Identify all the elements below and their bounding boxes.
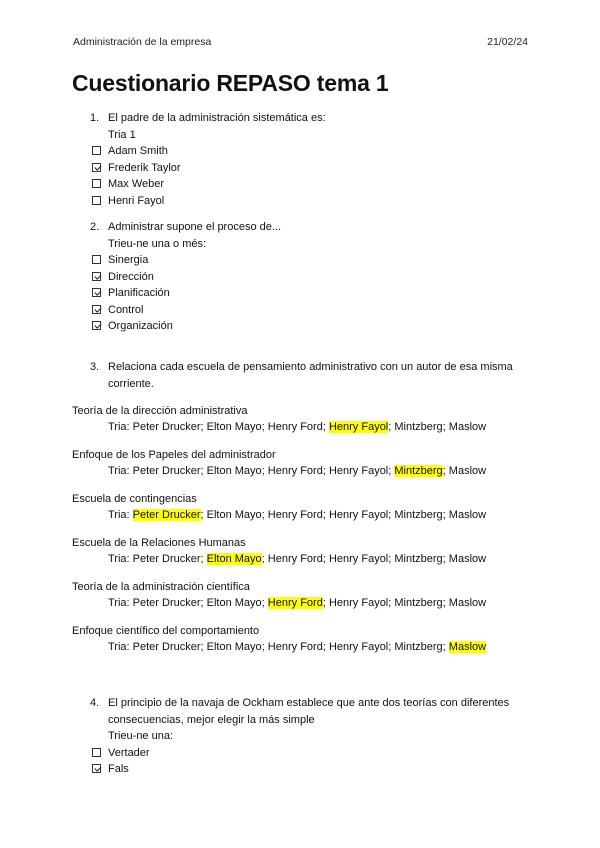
question-text: Administrar supone el proceso de... xyxy=(108,221,282,233)
school-name: Enfoque científico del comportamiento xyxy=(72,625,260,637)
checkbox[interactable] xyxy=(92,272,101,281)
question-number: 4. xyxy=(90,697,100,709)
author-option[interactable]: Peter Drucker xyxy=(132,597,201,609)
question-2 xyxy=(0,219,600,335)
author-option[interactable]: Peter Drucker xyxy=(132,465,201,477)
author-option[interactable]: Henry Fayol xyxy=(328,465,389,477)
match-row xyxy=(72,403,532,435)
author-option[interactable]: Henry Fayol xyxy=(328,597,389,609)
author-option[interactable]: Mintzberg xyxy=(394,597,443,609)
option-max-weber[interactable] xyxy=(0,176,600,193)
match-row xyxy=(72,535,532,567)
author-option[interactable]: Elton Mayo xyxy=(206,465,262,477)
option-sinergia[interactable] xyxy=(0,252,600,269)
checkbox[interactable] xyxy=(92,179,101,188)
option-label: Frederik Taylor xyxy=(108,161,181,174)
author-choices: Tria: Peter Drucker; Elton Mayo; Henry Ford; Henry Fayol; Mintzberg; Maslow xyxy=(108,553,487,565)
author-option[interactable]: Henry Ford xyxy=(267,553,323,565)
author-option[interactable]: Peter Drucker xyxy=(132,509,201,521)
question-instruction: Trieu-ne una: xyxy=(108,730,174,742)
author-choices: Tria: Peter Drucker; Elton Mayo; Henry Ford; Henry Fayol; Mintzberg; Maslow xyxy=(108,465,487,477)
question-3 xyxy=(0,359,600,392)
author-option[interactable]: Henry Fayol xyxy=(328,509,389,521)
option-planificacion[interactable] xyxy=(0,285,600,302)
school-name: Escuela de la Relaciones Humanas xyxy=(72,537,246,549)
school-name: Escuela de contingencias xyxy=(72,493,197,505)
author-option[interactable]: Henry Fayol xyxy=(328,641,389,653)
author-option[interactable]: Henry Fayol xyxy=(328,421,389,433)
author-option[interactable]: Mintzberg xyxy=(394,641,443,653)
author-option[interactable]: Henry Ford xyxy=(267,509,323,521)
author-option[interactable]: Mintzberg xyxy=(394,465,443,477)
author-option[interactable]: Elton Mayo xyxy=(206,509,262,521)
author-option[interactable]: Peter Drucker xyxy=(132,421,201,433)
question-text: Relaciona cada escuela de pensamiento administrativo con un autor de esa misma corriente. xyxy=(108,361,513,390)
checkbox[interactable] xyxy=(92,146,101,155)
option-label: Fals xyxy=(108,763,129,775)
author-option[interactable]: Henry Ford xyxy=(267,597,323,609)
author-option[interactable]: Henry Ford xyxy=(267,465,323,477)
author-choices: Tria: Peter Drucker; Elton Mayo; Henry Ford; Henry Fayol; Mintzberg; Maslow xyxy=(108,509,487,521)
option-fals[interactable] xyxy=(0,761,600,778)
option-adam-smith[interactable] xyxy=(0,143,600,160)
checkbox[interactable] xyxy=(92,764,101,773)
author-option[interactable]: Mintzberg xyxy=(394,421,443,433)
match-row xyxy=(72,623,532,655)
checkbox[interactable] xyxy=(92,255,101,264)
author-option[interactable]: Henry Ford xyxy=(267,421,323,433)
checkbox[interactable] xyxy=(92,196,101,205)
option-direccion[interactable] xyxy=(0,269,600,286)
option-label: Max Weber xyxy=(108,178,165,190)
option-organizacion[interactable] xyxy=(0,318,600,335)
header-date: 21/02/24 xyxy=(487,36,528,48)
match-row xyxy=(72,447,532,479)
question-1 xyxy=(0,110,600,209)
school-name: Teoría de la dirección administrativa xyxy=(72,405,248,417)
question-text: El principio de la navaja de Ockham establece que ante dos teorías con diferentes consecuencias, mejor elegir la más simple xyxy=(108,697,510,726)
author-option[interactable]: Mintzberg xyxy=(394,509,443,521)
match-row xyxy=(72,491,532,523)
checkbox[interactable] xyxy=(92,748,101,757)
checkbox[interactable] xyxy=(92,321,101,330)
checkbox[interactable] xyxy=(92,305,101,314)
option-control[interactable] xyxy=(0,302,600,319)
question-number: 3. xyxy=(90,361,100,373)
question-number: 2. xyxy=(90,221,100,233)
option-label: Adam Smith xyxy=(108,145,168,157)
question-4 xyxy=(0,695,600,778)
option-label: Dirección xyxy=(108,270,154,283)
option-vertader[interactable] xyxy=(0,745,600,762)
option-label: Organización xyxy=(108,320,173,332)
author-choices: Tria: Peter Drucker; Elton Mayo; Henry Ford; Henry Fayol; Mintzberg; Maslow xyxy=(108,421,487,433)
option-frederik-taylor[interactable] xyxy=(0,160,600,177)
author-option[interactable]: Peter Drucker xyxy=(132,553,201,565)
question-number: 1. xyxy=(90,112,100,124)
question-instruction: Tria 1 xyxy=(108,128,136,141)
author-option[interactable]: Maslow xyxy=(448,553,487,565)
checkbox[interactable] xyxy=(92,288,101,297)
option-label: Sinergia xyxy=(108,254,149,266)
checkbox[interactable] xyxy=(92,163,101,172)
author-option[interactable]: Elton Mayo xyxy=(206,597,262,609)
question-text: El padre de la administración sistemática es: xyxy=(108,112,326,124)
option-label: Planificación xyxy=(108,287,170,299)
author-option[interactable]: Maslow xyxy=(448,465,487,477)
author-option[interactable]: Maslow xyxy=(448,597,487,609)
author-option[interactable]: Henry Ford xyxy=(267,641,323,653)
author-choices: Tria: Peter Drucker; Elton Mayo; Henry Ford; Henry Fayol; Mintzberg; Maslow xyxy=(108,641,487,653)
header-course-name: Administración de la empresa xyxy=(73,36,212,48)
match-row xyxy=(72,579,532,611)
author-option[interactable]: Maslow xyxy=(448,421,487,433)
author-option[interactable]: Henry Fayol xyxy=(328,553,389,565)
author-option[interactable]: Mintzberg xyxy=(394,553,443,565)
author-option[interactable]: Maslow xyxy=(448,641,487,653)
author-option[interactable]: Elton Mayo xyxy=(206,421,262,433)
author-option[interactable]: Maslow xyxy=(448,509,487,521)
question-instruction: Trieu-ne una o més: xyxy=(108,237,207,250)
option-henri-fayol[interactable] xyxy=(0,193,600,210)
school-name: Enfoque de los Papeles del administrador xyxy=(72,449,276,461)
author-choices: Tria: Peter Drucker; Elton Mayo; Henry Ford; Henry Fayol; Mintzberg; Maslow xyxy=(108,597,487,609)
author-option[interactable]: Elton Mayo xyxy=(206,553,262,565)
author-option[interactable]: Elton Mayo xyxy=(206,641,262,653)
option-label: Control xyxy=(108,303,144,316)
author-option[interactable]: Peter Drucker xyxy=(132,641,201,653)
school-name: Teoría de la administración científica xyxy=(72,581,250,593)
option-label: Henri Fayol xyxy=(108,194,165,207)
option-label: Vertader xyxy=(108,746,150,759)
page-title: Cuestionario REPASO tema 1 xyxy=(72,70,389,96)
